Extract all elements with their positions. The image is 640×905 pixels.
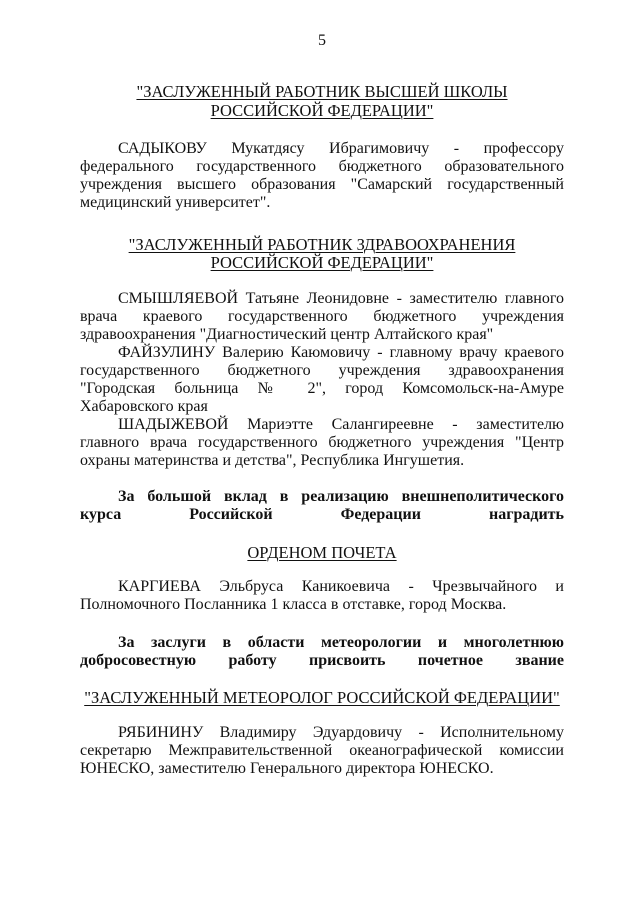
award-paragraph-smyshlyaeva: СМЫШЛЯЕВОЙ Татьяне Леонидовне - заместителю главного врача краевого государственного бюджетного учреждения здравоохранения "Диагностический центр Алтайского края" <box>80 290 564 343</box>
decree-clause-foreign-policy: За большой вклад в реализацию внешнеполитического курса Российской Федерации наградить <box>80 488 564 523</box>
award-paragraph-ryabinin: РЯБИНИНУ Владимиру Эдуардовичу - Исполнительному секретарю Межправительственной океанографической комиссии ЮНЕСКО, заместителю Генерального директора ЮНЕСКО. <box>80 724 564 777</box>
page-number: 5 <box>318 32 326 49</box>
section-heading-healthcare-line1: "ЗАСЛУЖЕННЫЙ РАБОТНИК ЗДРАВООХРАНЕНИЯ <box>128 235 516 254</box>
award-paragraph-fayzulin: ФАЙЗУЛИНУ Валерию Каюмовичу - главному врачу краевого государственного бюджетного учреждения здравоохранения "Городская больница № 2", город Комсомольск-на-Амуре Хабаровского края <box>80 344 564 415</box>
section-heading-higher-school-line2: РОССИЙСКОЙ ФЕДЕРАЦИИ" <box>210 101 434 120</box>
award-paragraph-shadyzheva: ШАДЫЖЕВОЙ Мариэтте Салангиреевне - заместителю главного врача государственного бюджетного учреждения "Центр охраны материнства и детства", Республика Ингушетия. <box>80 416 564 469</box>
decree-clause-meteorology: За заслуги в области метеорологии и многолетнюю добросовестную работу присвоить почетное звание <box>80 634 564 669</box>
order-heading: ОРДЕНОМ ПОЧЕТА <box>247 543 397 562</box>
award-paragraph-kargiev: КАРГИЕВА Эльбруса Каникоевича - Чрезвычайного и Полномочного Посланника 1 класса в отставке, город Москва. <box>80 578 564 613</box>
award-paragraph-sadykov: САДЫКОВУ Мукатдясу Ибрагимовичу - профессору федерального государственного бюджетного образовательного учреждения высшего образования "Самарский государственный медицинский университет". <box>80 140 564 211</box>
section-heading-healthcare-line2: РОССИЙСКОЙ ФЕДЕРАЦИИ" <box>210 253 434 272</box>
meteorologist-heading: "ЗАСЛУЖЕННЫЙ МЕТЕОРОЛОГ РОССИЙСКОЙ ФЕДЕРАЦИИ" <box>84 688 560 707</box>
section-heading-higher-school-line1: "ЗАСЛУЖЕННЫЙ РАБОТНИК ВЫСШЕЙ ШКОЛЫ <box>136 82 508 101</box>
document-page <box>80 0 564 905</box>
